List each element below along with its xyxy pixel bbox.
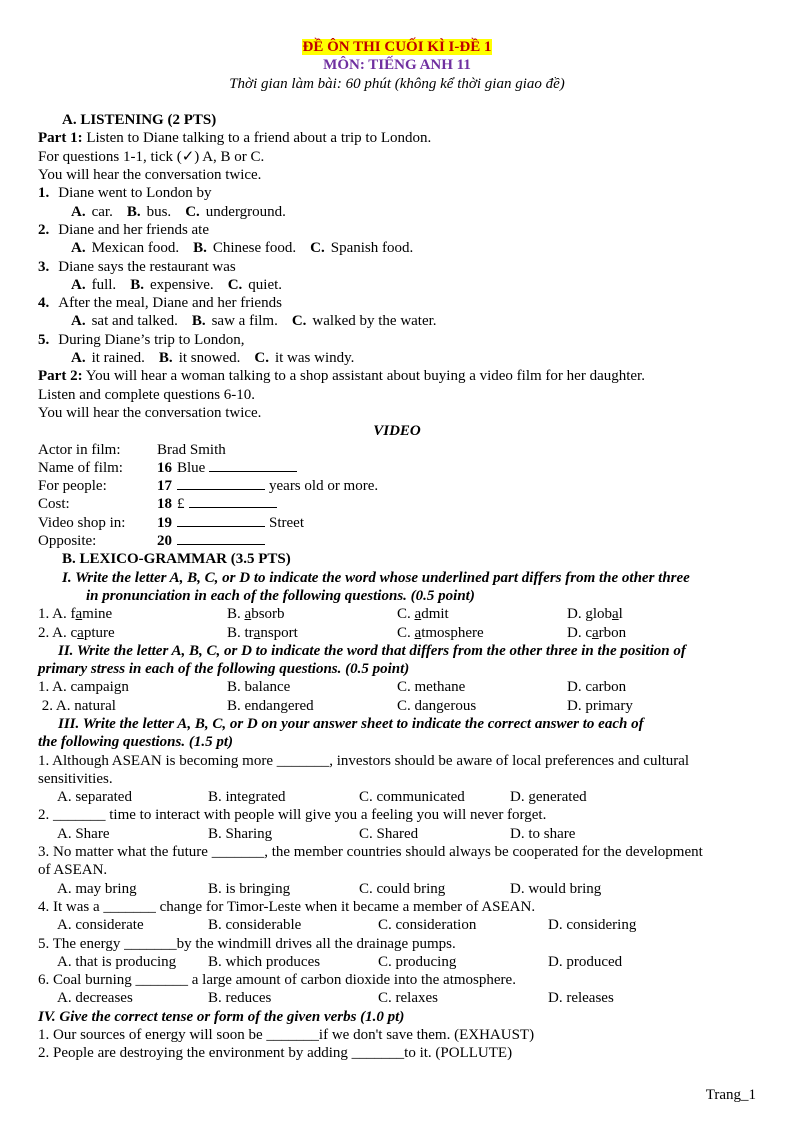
option-letter: C.: [185, 203, 200, 220]
question-stem: [38, 258, 756, 276]
option-letter: C.: [254, 350, 269, 367]
video-table: [38, 441, 756, 551]
option-text: Mexican food.: [91, 240, 180, 257]
mcq-stem: 6. Coal burning _______ a large amount of carbon dioxide into the atmosphere.: [38, 972, 516, 989]
word-option: D. global: [567, 606, 623, 623]
underlined-part: a: [612, 606, 619, 623]
option: [71, 350, 145, 366]
mcq-option: B. which produces: [208, 953, 321, 970]
question-number: 2.: [38, 221, 50, 238]
option: [193, 240, 296, 256]
video-row: [38, 495, 756, 513]
option-letter: A.: [71, 350, 86, 367]
video-row-prefix: £: [177, 496, 185, 513]
question-text: Diane says the restaurant was: [58, 258, 236, 275]
option-letter: B.: [158, 350, 173, 367]
option-text: it rained.: [91, 350, 145, 367]
word-option: 1. A. campaign: [38, 679, 129, 696]
mcq-option: C. producing: [378, 953, 457, 970]
question-stem: [38, 221, 756, 239]
page-number: Trang_1: [705, 1087, 756, 1103]
word-option: B. absorb: [227, 606, 285, 623]
mcq-option: C. could bring: [359, 880, 446, 897]
mcq-option: A. that is producing: [57, 953, 177, 970]
question-options: [38, 312, 756, 330]
time-line: Thời gian làm bài: 60 phút (không kể thời gian giao đề): [229, 75, 565, 92]
video-row-prefix: Blue: [177, 459, 206, 476]
option: [71, 204, 113, 220]
word-option: 1. A. famine: [38, 606, 113, 623]
mcq-stem: 1. Although ASEAN is becoming more _______, investors should be aware of local preferences and cultural: [38, 752, 690, 769]
video-row: [38, 514, 756, 532]
answer-blank: [177, 532, 265, 545]
video-row: [38, 441, 756, 459]
answer-blank: [177, 477, 265, 490]
s1-rows: [38, 605, 756, 642]
question-number: 5.: [38, 331, 50, 348]
option: [292, 313, 437, 329]
question-text: Diane went to London by: [58, 185, 212, 202]
video-row-number: 17: [157, 478, 172, 495]
option-letter: B.: [191, 313, 206, 330]
section-grammar-heading: B. LEXICO-GRAMMAR (3.5 PTS): [62, 551, 291, 568]
video-row-suffix: Street: [269, 514, 304, 531]
video-row-label: Name of film:: [38, 459, 123, 476]
word-option: 2. A. capture: [38, 624, 115, 641]
option-text: Spanish food.: [330, 240, 414, 257]
question-options: [38, 276, 756, 294]
question-stem: [38, 294, 756, 312]
option: [159, 350, 240, 366]
mcq-option: D. generated: [510, 789, 587, 806]
word-option: D. carbon: [567, 624, 627, 641]
exam-title: ĐỀ ÔN THI CUỐI KÌ I-ĐỀ 1: [302, 39, 492, 55]
option-text: quiet.: [248, 276, 283, 293]
video-row-number: 20: [157, 533, 172, 550]
underlined-part: a: [253, 624, 261, 641]
s2-title: II. Write the letter A, B, C, or D to indicate the word that differs from the other three in the position of: [58, 642, 686, 659]
s1-title: I. Write the letter A, B, C, or D to indicate the word whose underlined part differs from the other three: [62, 569, 690, 586]
option-text: Chinese food.: [212, 240, 297, 257]
answer-blank: [189, 495, 277, 508]
mcq-option: D. produced: [548, 953, 623, 970]
video-row-label: Opposite:: [38, 533, 97, 550]
mcq-option: A. may bring: [57, 880, 137, 897]
s3-questions: [38, 752, 756, 1008]
word-option: D. carbon: [567, 679, 627, 696]
mcq-options: [38, 989, 756, 1007]
question-options: [38, 239, 756, 257]
mcq-stem: 4. It was a _______ change for Timor-Leste when it became a member of ASEAN.: [38, 898, 536, 915]
option: [130, 277, 214, 293]
part1-instruction: For questions 1-1, tick (✓) A, B or C.: [38, 148, 265, 165]
question-number: 3.: [38, 258, 50, 275]
mcq-option: C. Shared: [359, 825, 419, 842]
pronunciation-row: [38, 624, 756, 642]
s1-title-cont: in pronunciation in each of the following questions. (0.5 point): [86, 587, 475, 604]
mcq-option: D. to share: [510, 825, 576, 842]
mcq-option: B. is bringing: [208, 880, 291, 897]
video-row-number: 16: [157, 459, 172, 476]
mcq-option: A. Share: [57, 825, 110, 842]
part2-note: You will hear the conversation twice.: [38, 404, 262, 421]
mcq-option: A. decreases: [57, 990, 133, 1007]
mcq-option: D. considering: [548, 917, 637, 934]
question-number: 4.: [38, 295, 50, 312]
video-row-prefix: Brad Smith: [157, 441, 226, 458]
question-text: Diane and her friends ate: [58, 221, 210, 238]
question-options: [38, 203, 756, 221]
mcq-stem: 5. The energy _______by the windmill drives all the drainage pumps.: [38, 935, 456, 952]
section-listening-heading: A. LISTENING (2 PTS): [62, 112, 217, 129]
option-text: saw a film.: [211, 313, 278, 330]
question-stem: [38, 184, 756, 202]
option: [71, 313, 178, 329]
video-row-label: Actor in film:: [38, 441, 121, 458]
word-option: C. admit: [397, 606, 449, 623]
word-option: D. primary: [567, 697, 633, 714]
mcq-stem: of ASEAN.: [38, 862, 108, 879]
video-row-number: 19: [157, 514, 172, 531]
mcq-stem: sensitivities.: [38, 770, 113, 787]
word-option: C. atmosphere: [397, 624, 484, 641]
mcq-options: [38, 880, 756, 898]
option-letter: C.: [310, 240, 325, 257]
option: [71, 240, 179, 256]
question-number: 1.: [38, 185, 50, 202]
option-letter: A.: [71, 276, 86, 293]
mcq-option: A. considerate: [57, 917, 144, 934]
video-row: [38, 459, 756, 477]
part1-questions: [38, 184, 756, 367]
question-options: [38, 349, 756, 367]
mcq-option: C. communicated: [359, 789, 465, 806]
option-text: it snowed.: [178, 350, 241, 367]
word-option: 2. A. natural: [38, 697, 116, 714]
video-row-label: Cost:: [38, 496, 70, 513]
mcq-option: B. integrated: [208, 789, 286, 806]
video-row-label: Video shop in:: [38, 514, 126, 531]
underlined-part: a: [592, 624, 599, 641]
option-text: bus.: [146, 203, 172, 220]
video-box-title: VIDEO: [373, 423, 421, 440]
option-letter: A.: [71, 313, 86, 330]
mcq-options: [38, 916, 756, 934]
video-row-label: For people:: [38, 478, 107, 495]
question-stem: [38, 331, 756, 349]
mcq-option: D. releases: [548, 990, 614, 1007]
s2-title-cont: primary stress in each of the following questions. (0.5 point): [38, 661, 410, 678]
underlined-part: a: [244, 606, 252, 623]
option: [254, 350, 354, 366]
option: [310, 240, 413, 256]
s3-title-cont: the following questions. (1.5 pt): [38, 734, 234, 751]
question-text: During Diane’s trip to London,: [58, 331, 245, 348]
s4-lines: [38, 1026, 756, 1063]
part1-note: You will hear the conversation twice.: [38, 167, 262, 184]
mcq-option: B. reduces: [208, 990, 272, 1007]
s3-title: III. Write the letter A, B, C, or D on your answer sheet to indicate the correct answer to each of: [58, 715, 644, 732]
underlined-part: a: [414, 606, 422, 623]
option-text: full.: [91, 276, 117, 293]
mcq-option: C. consideration: [378, 917, 477, 934]
stress-row: [38, 697, 756, 715]
option-text: sat and talked.: [91, 313, 178, 330]
part2-instruction: Listen and complete questions 6-10.: [38, 386, 256, 403]
option: [185, 204, 286, 220]
mcq-options: [38, 953, 756, 971]
mcq-options: [38, 788, 756, 806]
mcq-option: B. considerable: [208, 917, 302, 934]
s4-title: IV. Give the correct tense or form of the given verbs (1.0 pt): [38, 1008, 405, 1025]
video-row-number: 18: [157, 496, 172, 513]
word-option: C. methane: [397, 679, 466, 696]
mcq-option: B. Sharing: [208, 825, 273, 842]
mcq-option: D. would bring: [510, 880, 602, 897]
underlined-part: a: [414, 624, 422, 641]
mcq-option: C. relaxes: [378, 990, 438, 1007]
pronunciation-row: [38, 605, 756, 623]
part1-intro: Part 1: Listen to Diane talking to a friend about a trip to London.: [38, 130, 432, 147]
verb-form-question: 2. People are destroying the environment by adding _______to it. (POLLUTE): [38, 1045, 513, 1062]
option: [192, 313, 278, 329]
mcq-option: A. separated: [57, 789, 132, 806]
video-row: [38, 477, 756, 495]
option-text: car.: [91, 203, 113, 220]
option-text: expensive.: [149, 276, 214, 293]
subject-line: MÔN: TIẾNG ANH 11: [323, 57, 471, 74]
mcq-stem: 3. No matter what the future _______, the member countries should always be cooperated for the development: [38, 844, 703, 861]
option-letter: B.: [130, 276, 144, 293]
stress-row: [38, 678, 756, 696]
option-letter: A.: [71, 240, 86, 257]
word-option: B. endangered: [227, 697, 314, 714]
word-option: B. transport: [227, 624, 298, 641]
s2-rows: [38, 678, 756, 715]
word-option: B. balance: [227, 679, 291, 696]
word-option: C. dangerous: [397, 697, 477, 714]
option-letter: C.: [291, 313, 307, 330]
answer-blank: [177, 514, 265, 527]
part2-intro: Part 2: You will hear a woman talking to a shop assistant about buying a video film for her daughter.: [38, 368, 645, 385]
option-letter: B.: [126, 203, 141, 220]
option-text: it was windy.: [274, 350, 355, 367]
option: [127, 204, 171, 220]
underlined-part: a: [77, 624, 84, 641]
option-text: underground.: [205, 203, 286, 220]
video-row: [38, 532, 756, 550]
option: [228, 277, 282, 293]
option-letter: A.: [71, 203, 86, 220]
underlined-part: a: [75, 606, 83, 623]
mcq-stem: 2. _______ time to interact with people will give you a feeling you will never forget.: [38, 807, 547, 824]
option-text: walked by the water.: [312, 313, 437, 330]
exam-page: [38, 38, 756, 1063]
answer-blank: [209, 459, 297, 472]
option-letter: C.: [227, 276, 243, 293]
option: [71, 277, 116, 293]
verb-form-question: 1. Our sources of energy will soon be _______if we don't save them. (EXHAUST): [38, 1027, 535, 1044]
mcq-options: [38, 825, 756, 843]
question-text: After the meal, Diane and her friends: [58, 295, 282, 312]
video-row-suffix: years old or more.: [269, 478, 379, 495]
option-letter: B.: [193, 240, 207, 257]
